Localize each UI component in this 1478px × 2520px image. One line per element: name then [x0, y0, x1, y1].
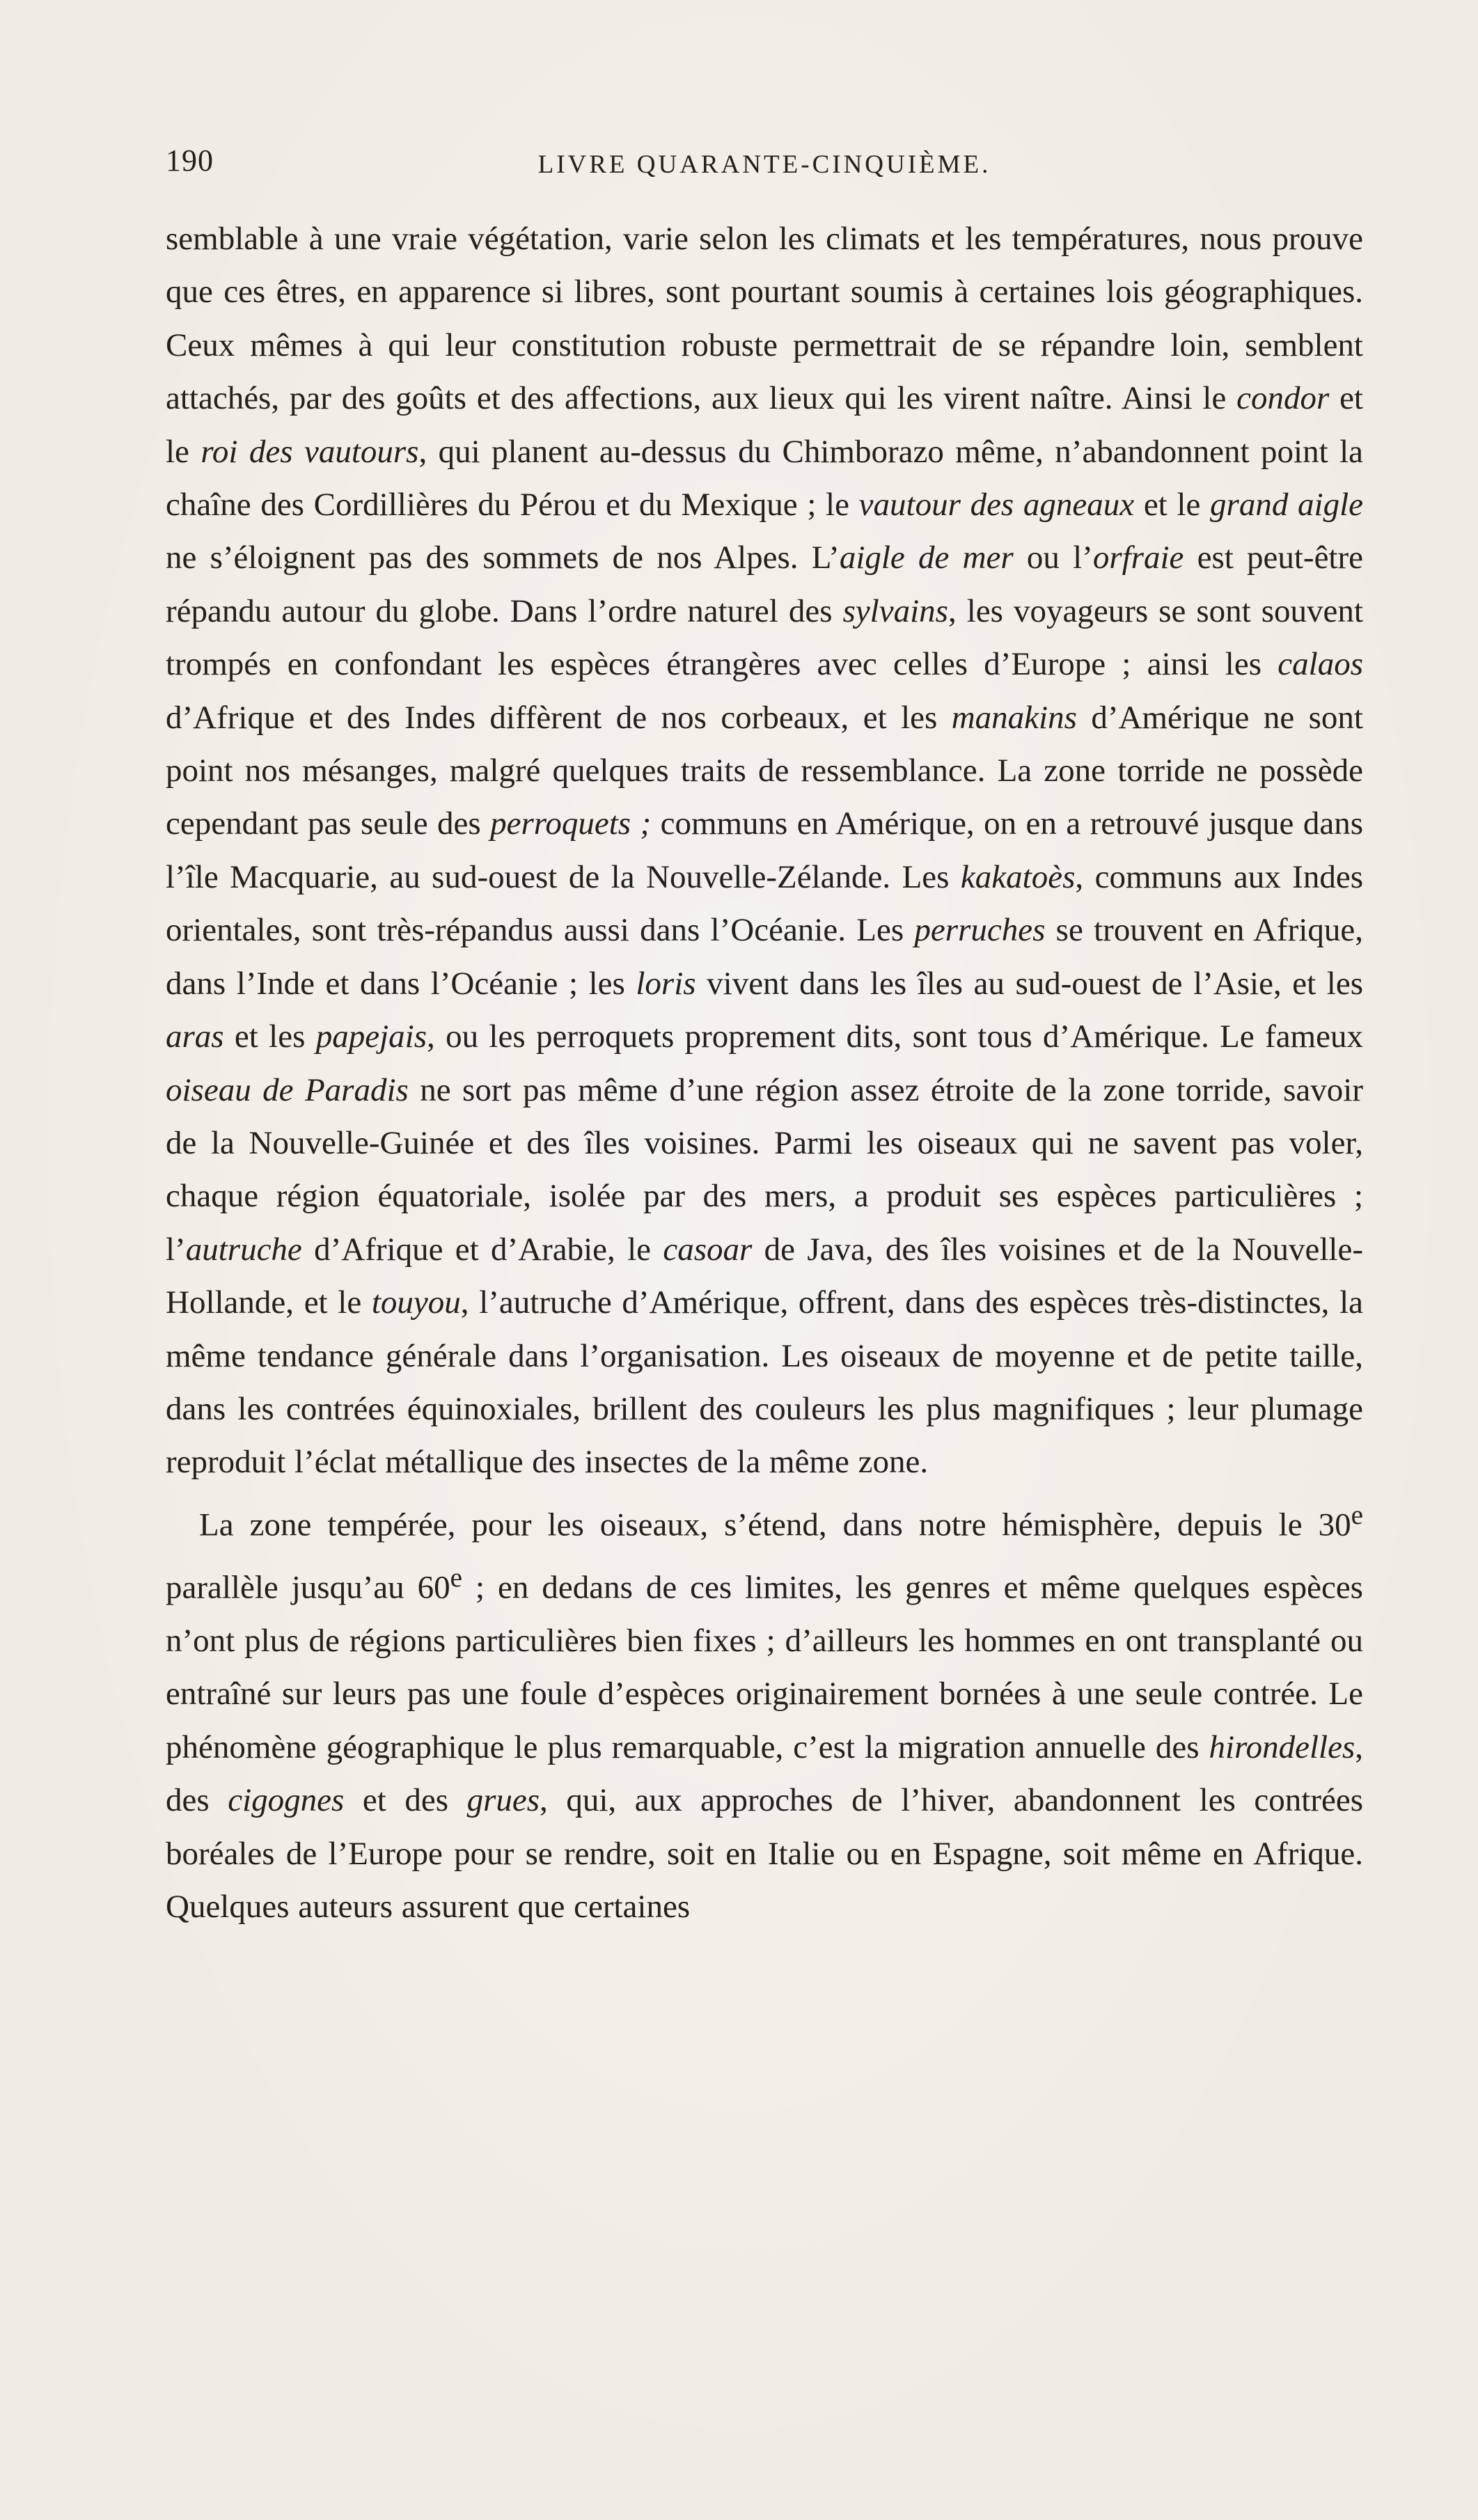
text-run: ; en dedans de ces limites, les genres et même quelques espèces n’ont plus de régions particulières bien fixes ; d’ailleurs les hommes en ont transplanté ou entraîné sur leurs pas une foule d’espèces originairement bornées à une seule contrée. Le phénomène géographique le plus remarquable, c’est la migration annuelle des [166, 1569, 1363, 1765]
text-run: , l’autruche d’Amérique, offrent, dans des espèces très-distinctes, la même tendance générale dans l’organisation. Les oiseaux de moyenne et de petite taille, dans les contrées équinoxiales, brillent des couleurs les plus magnifiques ; leur plumage reproduit l’éclat métallique des insectes de la même zone. [166, 1284, 1363, 1481]
text-run: parallèle jusqu’au 60 [166, 1569, 450, 1606]
text-run: La zone tempérée, pour les oiseaux, s’étend, dans notre hémisphère, depuis le 30 [199, 1506, 1351, 1543]
text-run: se trouvent en Afrique, dans l’Inde et dans l’Océanie ; les [166, 912, 1364, 1002]
text-run: ou l’ [1013, 540, 1093, 576]
running-title: LIVRE QUARANTE-CINQUIÈME. [537, 150, 991, 179]
text-run: , des [166, 1728, 1363, 1819]
italic-term: kakatoès [960, 858, 1076, 895]
italic-term: perruches [914, 912, 1046, 949]
ordinal-superscript: e [450, 1562, 462, 1593]
text-run: , ou les perroquets proprement dits, sont tous d’Amérique. Le fameux [427, 1018, 1363, 1055]
text-run: , les voyageurs se sont souvent trompés en confondant les espèces étrangères avec celles d’Europe ; ainsi les [166, 592, 1363, 683]
text-run: communs en Amérique, on en a retrouvé jusque dans l’île Macquarie, au sud-ouest de la Nouvelle-Zélande. Les [166, 805, 1363, 895]
text-run: de Java, des îles voisines et de la Nouvelle-Hollande, et le [166, 1231, 1363, 1321]
text-run: et les [223, 1018, 316, 1055]
text-run: , qui planent au-dessus du Chimborazo même, n’abandonnent point la chaîne des Cordillières du Pérou et du Mexique ; le [166, 433, 1363, 523]
text-run: , communs aux Indes orientales, sont très-répandus aussi dans l’Océanie. Les [166, 858, 1363, 949]
body-text [166, 212, 1363, 1933]
text-run: d’Afrique et d’Arabie, le [301, 1231, 663, 1268]
paragraph-2 [166, 1489, 1363, 1934]
italic-term: oiseau de Paradis [166, 1071, 409, 1108]
text-run: et le [1134, 487, 1211, 523]
text-run: semblable à une vraie végétation, varie selon les climats et les températures, nous prouve que ces êtres, en apparence si libres, sont pourtant soumis à certaines lois géographiques. Ceux mêmes à qui leur constitution robuste permettrait de se répandre loin, semblent attachés, par des goûts et des affections, aux lieux qui les virent naître. Ainsi le [166, 221, 1363, 417]
text-run: et des [344, 1782, 467, 1819]
italic-term: grues [466, 1782, 540, 1819]
italic-term: grand aigle [1210, 487, 1363, 523]
page-number: 190 [166, 143, 214, 178]
italic-term: papejais [315, 1018, 427, 1055]
italic-term: touyou [371, 1284, 461, 1321]
running-head [166, 143, 1363, 184]
paragraph-1 [166, 212, 1363, 1489]
italic-term: casoar [663, 1231, 753, 1268]
italic-term: loris [636, 965, 696, 1002]
ordinal-superscript: e [1351, 1499, 1363, 1530]
italic-term: vautour des agneaux [858, 487, 1135, 523]
italic-term: condor [1236, 380, 1330, 417]
italic-term: roi des vautours [201, 433, 419, 470]
text-run: ne s’éloignent pas des sommets de nos Alpes. L’ [166, 540, 840, 576]
italic-term: cigognes [228, 1782, 345, 1819]
text-run: et le [166, 380, 1363, 470]
italic-term: sylvains [842, 592, 948, 629]
italic-term: aigle de mer [839, 540, 1014, 576]
text-run: d’Afrique et des Indes diffèrent de nos corbeaux, et les [166, 699, 952, 736]
text-run: d’Amérique ne sont point nos mésanges, malgré quelques traits de ressemblance. La zone torride ne possède cependant pas seule des [166, 699, 1363, 842]
text-run: ne sort pas même d’une région assez étroite de la zone torride, savoir de la Nouvelle-Guinée et des îles voisines. Parmi les oiseaux qui ne savent pas voler, chaque région équatoriale, isolée par des mers, a produit ses espèces particulières ; l’ [166, 1071, 1363, 1268]
text-run: vivent dans les îles au sud-ouest de l’Asie, et les [695, 965, 1363, 1002]
italic-term: autruche [185, 1231, 302, 1268]
italic-term: aras [166, 1018, 224, 1055]
italic-term: calaos [1277, 646, 1363, 683]
italic-term: manakins [951, 699, 1077, 736]
italic-term: orfraie [1092, 540, 1184, 576]
italic-term: hirondelles [1209, 1728, 1355, 1765]
text-run: , qui, aux approches de l’hiver, abandonnent les contrées boréales de l’Europe pour se rendre, soit en Italie ou en Espagne, soit même en Afrique. Quelques auteurs assurent que certaines [166, 1782, 1363, 1925]
italic-term: perroquets ; [490, 805, 652, 842]
text-run: est peut-être répandu autour du globe. Dans l’ordre naturel des [166, 540, 1364, 629]
